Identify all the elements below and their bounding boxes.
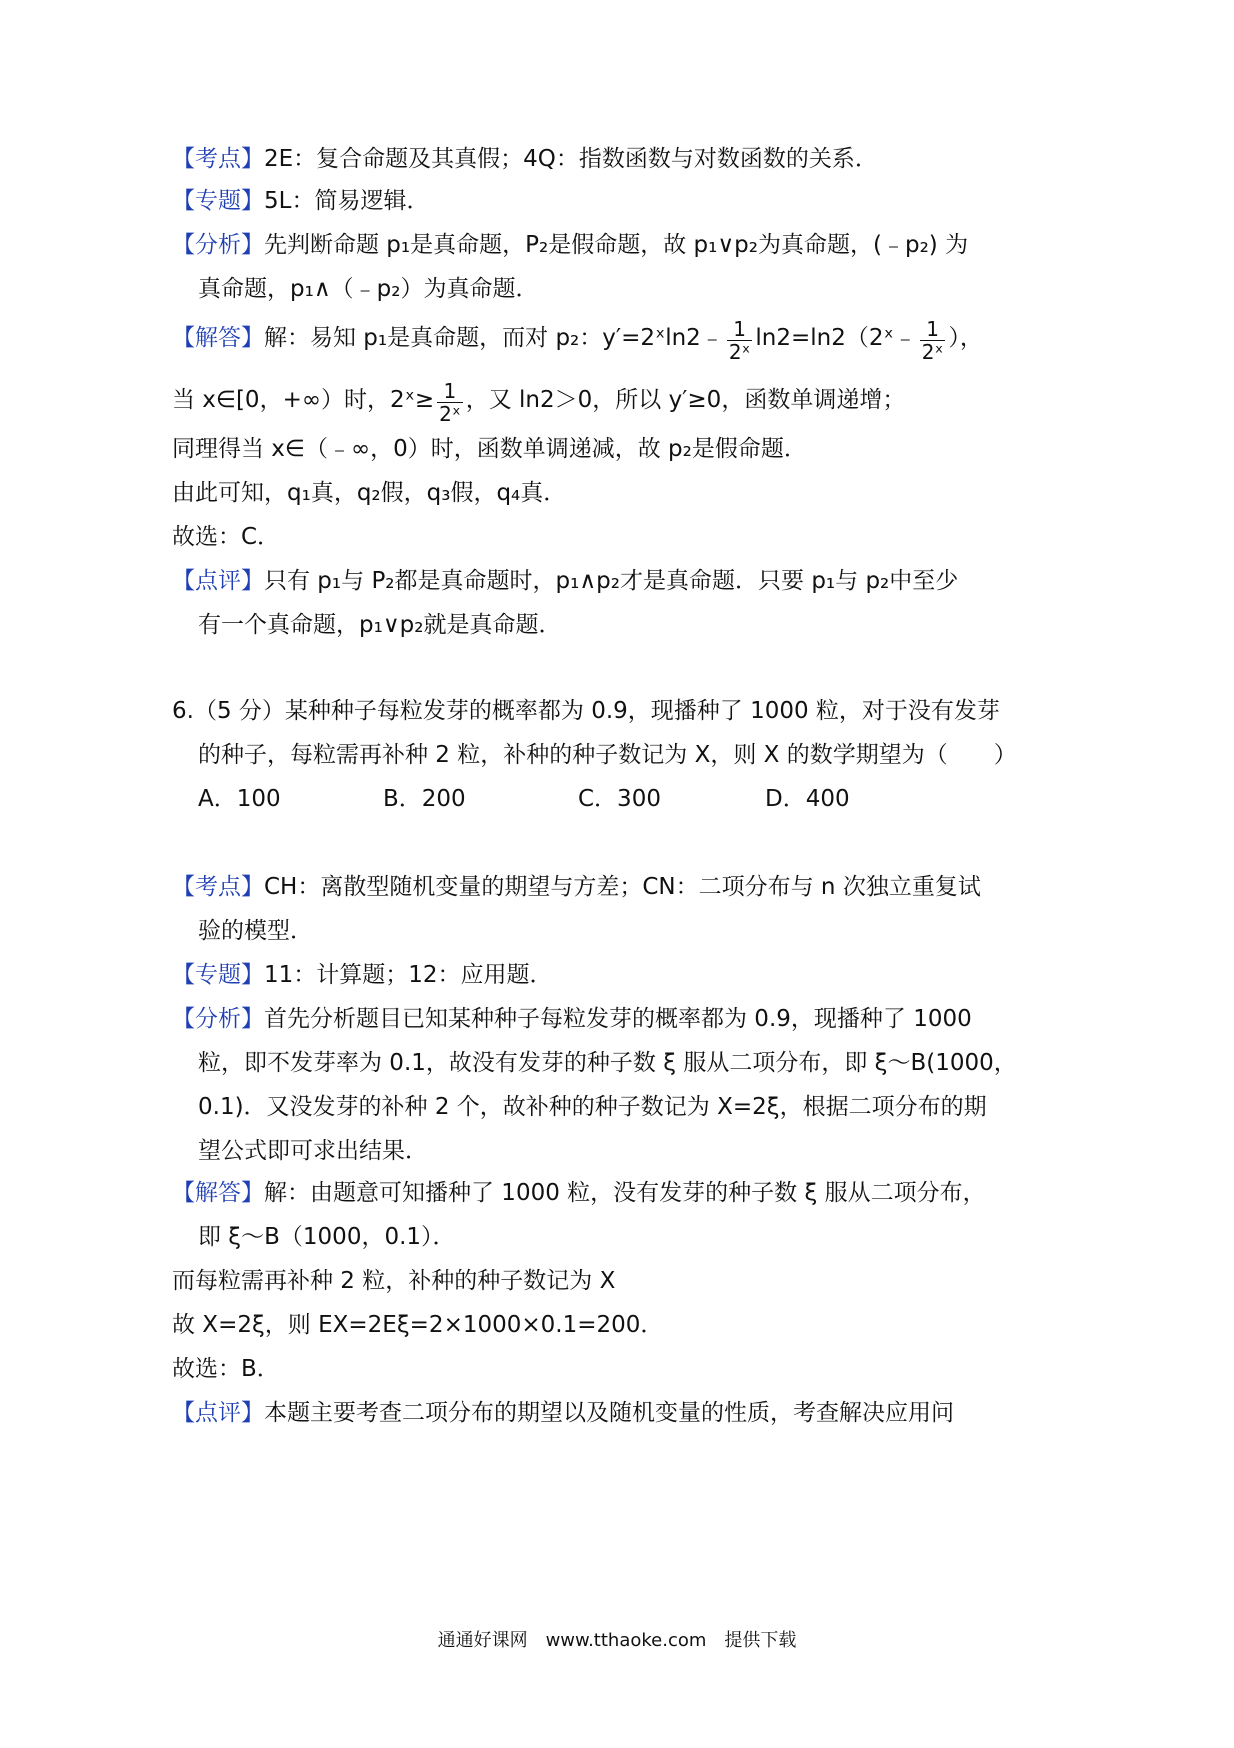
q6-stem-line-1: 6.（5 分）某种种子每粒发芽的概率都为 0.9，现播种了 1000 粒，对于没有发芽 bbox=[172, 698, 1000, 724]
q5-fenxi-text-1: 先判断命题 p₁是真命题，P₂是假命题，故 p₁∨p₂为真命题，(﹣p₂) 为 bbox=[264, 232, 969, 258]
jieda-tag: 【解答】 bbox=[172, 325, 264, 351]
fraction-numerator: 1 bbox=[727, 318, 753, 341]
q5-kaodian-text: 2E：复合命题及其真假；4Q：指数函数与对数函数的关系． bbox=[264, 146, 878, 172]
q5-when-text-a: 当 x∈[0，+∞）时，2ˣ≥ bbox=[172, 387, 435, 413]
q6-kaodian-text-1: CH：离散型随机变量的期望与方差；CN：二项分布与 n 次独立重复试 bbox=[264, 874, 981, 900]
q5-thus-line: 由此可知，q₁真，q₂假，q₃假，q₄真． bbox=[172, 480, 567, 506]
q5-when-text-b: ，又 ln2＞0，所以 y′≥0，函数单调递增； bbox=[465, 387, 906, 413]
q6-kaodian-line-2: 验的模型． bbox=[198, 918, 313, 944]
q6-calc-line: 故 X=2ξ，则 EX=2Eξ=2×1000×0.1=200． bbox=[172, 1312, 664, 1338]
zhuanti-tag: 【专题】 bbox=[172, 188, 264, 214]
kaodian-tag: 【考点】 bbox=[172, 874, 264, 900]
q5-jieda-text-b: ln2=ln2（2ˣ﹣ bbox=[755, 325, 917, 351]
fraction-numerator: 1 bbox=[920, 318, 946, 341]
q5-fenxi-line-1 bbox=[172, 228, 968, 262]
q6-zhuanti-line bbox=[172, 958, 553, 992]
q6-dianping-text-1: 本题主要考查二项分布的期望以及随机变量的性质，考查解决应用问 bbox=[264, 1400, 954, 1426]
fenxi-tag: 【分析】 bbox=[172, 1006, 264, 1032]
q6-options bbox=[198, 782, 898, 816]
q6-each-line: 而每粒需再补种 2 粒，补种的种子数记为 X bbox=[172, 1268, 616, 1294]
q5-zhuanti-text: 5L：简易逻辑． bbox=[264, 188, 430, 214]
kaodian-tag: 【考点】 bbox=[172, 146, 264, 172]
q6-zhuanti-text: 11：计算题；12：应用题． bbox=[264, 962, 553, 988]
q5-when-line bbox=[172, 378, 906, 426]
q5-jieda-line bbox=[172, 316, 983, 364]
q6-kaodian-line-1 bbox=[172, 870, 981, 904]
option-c: C．300 bbox=[578, 786, 661, 812]
q6-dianping-line-1 bbox=[172, 1396, 954, 1430]
q6-choice-line: 故选：B． bbox=[172, 1356, 280, 1382]
dianping-tag: 【点评】 bbox=[172, 1400, 264, 1426]
q5-dianping-text-1: 只有 p₁与 P₂都是真命题时，p₁∧p₂才是真命题．只要 p₁与 p₂中至少 bbox=[264, 568, 959, 594]
q5-jieda-text-a: 解：易知 p₁是真命题，而对 p₂：y′=2ˣln2﹣ bbox=[264, 325, 724, 351]
option-a: A．100 bbox=[198, 786, 281, 812]
fraction-denominator: 2ˣ bbox=[439, 402, 461, 426]
q5-kaodian-line bbox=[172, 142, 878, 176]
jieda-tag: 【解答】 bbox=[172, 1180, 264, 1206]
dianping-tag: 【点评】 bbox=[172, 568, 264, 594]
option-b: B．200 bbox=[383, 786, 466, 812]
q5-jieda-text-c: ）， bbox=[948, 325, 983, 351]
fraction-1-over-2x bbox=[437, 380, 463, 425]
fraction-denominator: 2ˣ bbox=[728, 340, 751, 364]
q5-choice-line: 故选：C． bbox=[172, 524, 281, 550]
fenxi-tag: 【分析】 bbox=[172, 232, 264, 258]
page-footer: 通通好课网 www.tthaoke.com 提供下载 bbox=[437, 1630, 797, 1651]
q5-fenxi-line-2: 真命题，p₁∧（﹣p₂）为真命题． bbox=[198, 276, 539, 302]
q6-jieda-text-1: 解：由题意可知播种了 1000 粒，没有发芽的种子数 ξ 服从二项分布， bbox=[264, 1180, 986, 1206]
q6-stem-line-2: 的种子，每粒需再补种 2 粒，补种的种子数记为 X，则 X 的数学期望为（ ） bbox=[198, 742, 1017, 768]
q5-dianping-line-2: 有一个真命题，p₁∨p₂就是真命题． bbox=[198, 612, 562, 638]
option-d: D．400 bbox=[765, 786, 850, 812]
fraction-1-over-2x bbox=[920, 318, 946, 363]
q6-fenxi-line-3: 0.1)．又没发芽的补种 2 个，故补种的种子数记为 X=2ξ，根据二项分布的期 bbox=[198, 1094, 987, 1120]
q5-same-line: 同理得当 x∈（﹣∞，0）时，函数单调递减，故 p₂是假命题． bbox=[172, 436, 807, 462]
q6-jieda-line-1 bbox=[172, 1176, 986, 1210]
q6-fenxi-line-1 bbox=[172, 1002, 972, 1036]
fraction-numerator: 1 bbox=[437, 380, 463, 403]
fraction-1-over-2x bbox=[727, 318, 753, 363]
q5-zhuanti-line bbox=[172, 184, 429, 218]
q6-fenxi-line-2: 粒，即不发芽率为 0.1，故没有发芽的种子数 ξ 服从二项分布，即 ξ～B(1000， bbox=[198, 1050, 1017, 1076]
q5-dianping-line-1 bbox=[172, 564, 958, 598]
zhuanti-tag: 【专题】 bbox=[172, 962, 264, 988]
q6-jieda-line-2: 即 ξ～B（1000，0.1）． bbox=[198, 1224, 456, 1250]
q6-fenxi-text-1: 首先分析题目已知某种种子每粒发芽的概率都为 0.9，现播种了 1000 bbox=[264, 1006, 972, 1032]
fraction-denominator: 2ˣ bbox=[921, 340, 944, 364]
q6-fenxi-line-4: 望公式即可求出结果． bbox=[198, 1138, 428, 1164]
